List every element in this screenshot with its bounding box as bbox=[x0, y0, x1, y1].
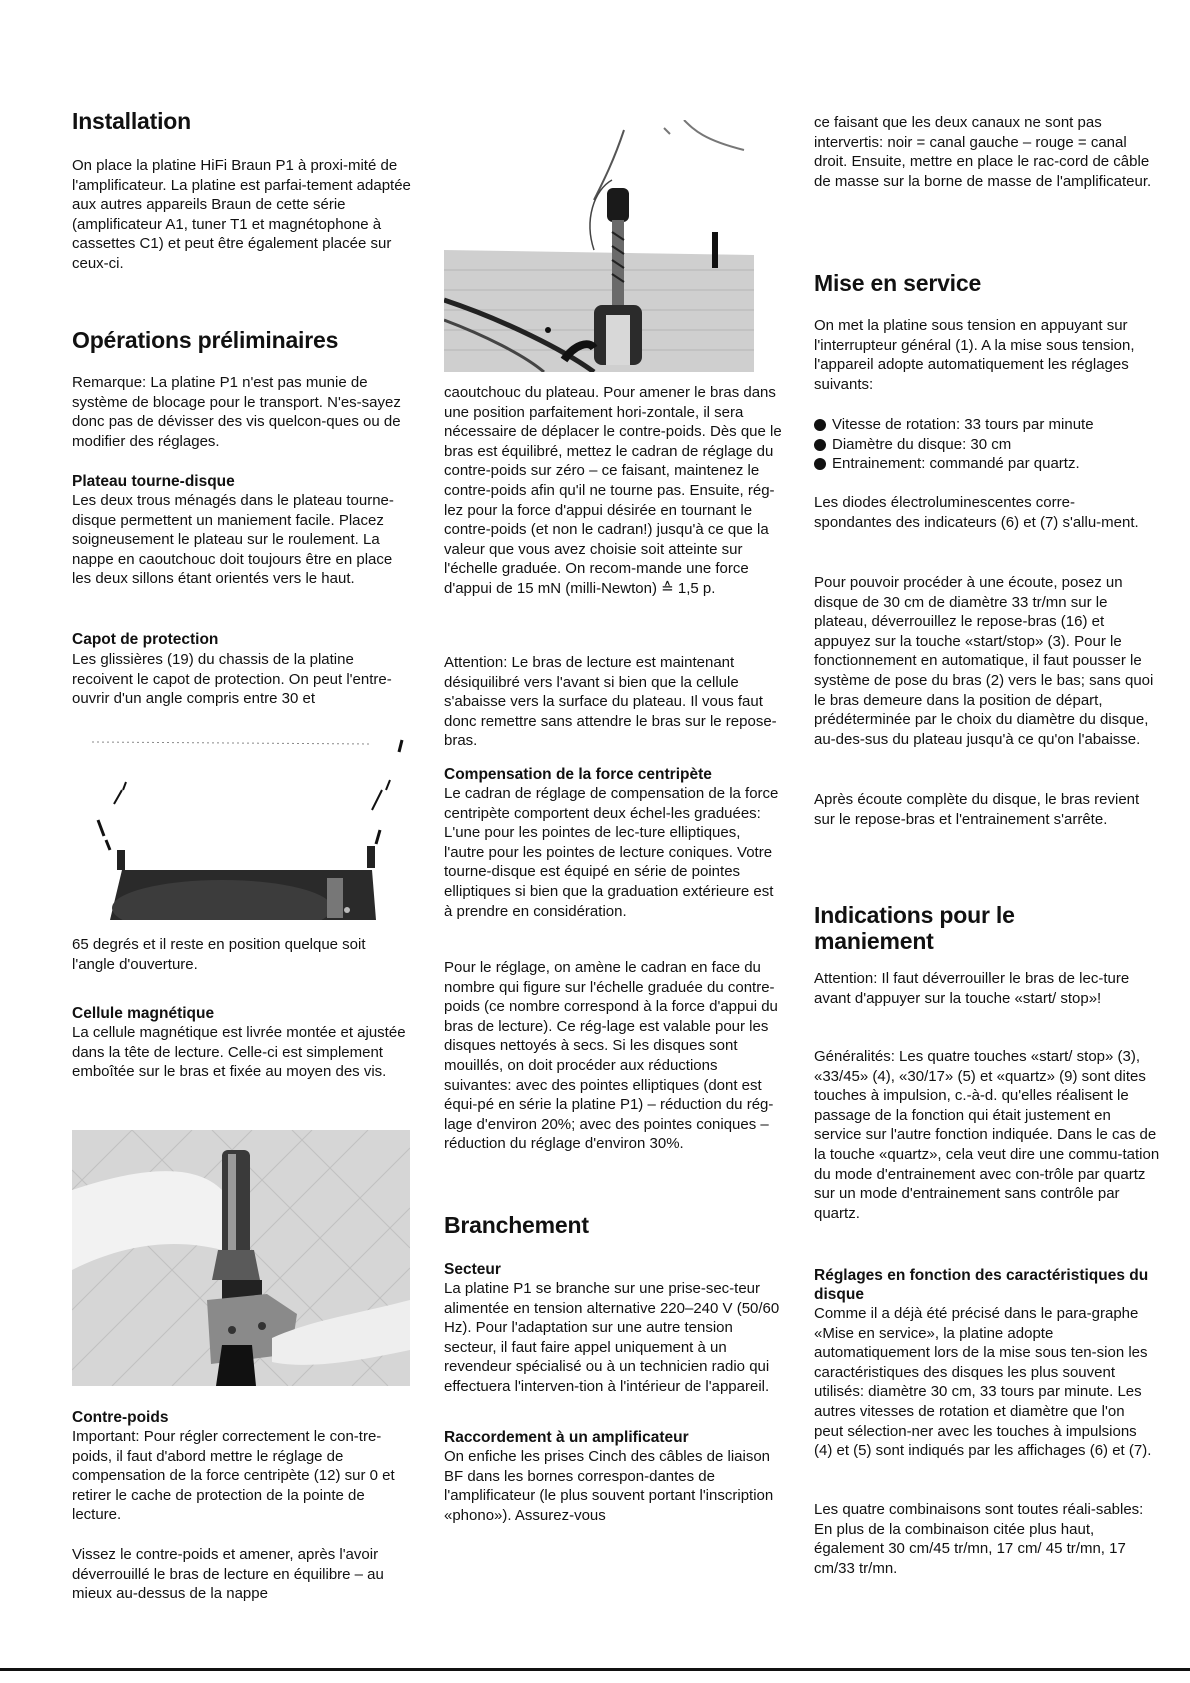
heading-operations: Opérations préliminaires bbox=[72, 327, 339, 353]
list-item: Diamètre du disque: 30 cm bbox=[814, 435, 1160, 455]
raccordement-text: On enfiche les prises Cinch des câbles de liaison BF dans les bornes correspon-dantes de l'amplificateur (le plus souvent portant l'inscription «phono»). Assurez-vous bbox=[444, 1448, 774, 1524]
installation-text: On place la platine HiFi Braun P1 à proxi-mité de l'amplificateur. La platine est parfai-tement adaptée aux autres appareils Braun de cette série (amplificateur A1, tuner T1 et magnétophone à cassettes C1) et peut être également placée sur ceux-ci. bbox=[72, 157, 411, 272]
heading-cellule: Cellule magnétique bbox=[72, 1005, 215, 1022]
dust-cover-illustration bbox=[72, 730, 412, 920]
list-item: Entrainement: commandé par quartz. bbox=[814, 454, 1160, 474]
cellule-text: La cellule magnétique est livrée montée et ajustée dans la tête de lecture. Celle-ci est simplement emboîtée sur le bras et fixée au moyen des vis. bbox=[72, 1024, 406, 1081]
heading-contrepoids: Contre-poids bbox=[72, 1409, 169, 1426]
heading-plateau: Plateau tourne-disque bbox=[72, 473, 235, 490]
heading-capot: Capot de protection bbox=[72, 631, 219, 648]
heading-secteur: Secteur bbox=[444, 1261, 501, 1278]
contrepoids-text-2: Vissez le contre-poids et amener, après l'avoir déverrouillé le bras de lecture en équilibre – au mieux au-dessus de la nappe bbox=[72, 1546, 384, 1603]
middle-text-2: Attention: Le bras de lecture est maintenant désiquilibré vers l'avant si bien que la cellule s'abaisse vers la surface du plateau. Il vous faut donc remettre sans attendre le bras sur le repose-bras. bbox=[444, 654, 777, 750]
mise-text-4: Après écoute complète du disque, le bras revient sur le repose-bras et l'entrainement s'arrête. bbox=[814, 791, 1140, 828]
compensation-text-2: Pour le réglage, on amène le cadran en face du nombre qui figure sur l'échelle graduée du contre-poids (ce nombre correspond à la force d'appui du bras de lecture). Ce rég-lage est valable pour les disques nettoyés à secs. Si les disques sont mouillés, on doit procéder aux réductions suivantes: avec des pointes elliptiques (dont est équi-pé en série la platine P1) – réduction du rég-lage d'environ 20%; avec des pointes coniques – réduction du réglage d'environ 30%. bbox=[444, 959, 778, 1153]
reglages-text: Comme il a déjà été précisé dans le para-graphe «Mise en service», la platine adopte automatiquement lors de la mise sous ten-sion les caractéristiques des disques les plus souvent utilisés: diamètre 30 cm, 33 tours par minute. Les autres vitesses de rotation et diamètre que l'on peut sélection-ner avec les touches à impulsions (4) et (5) sont indiqués par les affichages (6) et (7). bbox=[814, 1305, 1152, 1460]
heading-reglages: Réglages en fonction des caractéristiques du disque bbox=[814, 1267, 1149, 1303]
heading-branchement: Branchement bbox=[444, 1212, 589, 1238]
heading-raccordement: Raccordement à un amplificateur bbox=[444, 1429, 689, 1446]
mise-text: On met la platine sous tension en appuyant sur l'interrupteur général (1). A la mise sous tension, l'appareil adopte automatiquement les réglages suivants: bbox=[814, 317, 1135, 393]
plateau-text: Les deux trous ménagés dans le plateau tourne-disque permettent un maniement facile. Placez soigneusement le plateau sur le roulement. La nappe en caoutchouc doit toujours être en place les deux sillons étant orientés vers le haut. bbox=[72, 492, 394, 588]
page-bottom-rule bbox=[0, 1668, 1190, 1671]
list-item: Vitesse de rotation: 33 tours par minute bbox=[814, 415, 1160, 435]
indications-text-2: Généralités: Les quatre touches «start/ stop» (3), «33/45» (4), «30/17» (5) et «quartz» (9) sont dites touches à impulsion, c.-à-d. qu'elles réalisent le passage de la fonction qui était justement en service sur l'autre fonction indiquée. Dans le cas de la touche «quartz», cela veut dire une commu-tation du mode d'entrainement avec con-trôle par quartz sur un mode d'entrainement sans contrôle par quartz. bbox=[814, 1048, 1160, 1222]
contrepoids-text: Important: Pour régler correctement le con-tre-poids, il faut d'abord mettre le réglage de compensation de la force centripète (12) sur 0 et retirer le cache de protection de la pointe de lecture. bbox=[72, 1428, 395, 1524]
operations-text: Remarque: La platine P1 n'est pas munie de système de blocage pour le transport. N'es-sayez donc pas de dévisser des vis quelcon-ques ou de modifier des réglages. bbox=[72, 374, 401, 450]
cartridge-mounting-photo bbox=[72, 1130, 410, 1386]
heading-compensation: Compensation de la force centripète bbox=[444, 766, 712, 783]
right-text-0: ce faisant que les deux canaux ne sont pas intervertis: noir = canal gauche – rouge = canal droit. Ensuite, mettre en place le rac-cord de câble de masse sur la borne de masse de l'amplificateur. bbox=[814, 114, 1152, 190]
heading-indications: Indications pour le maniement bbox=[814, 902, 1015, 954]
default-settings-list bbox=[814, 415, 1160, 474]
capot-text: Les glissières (19) du chassis de la platine recoivent le capot de protection. On peut l'entre-ouvrir d'un angle compris entre 30 et bbox=[72, 651, 392, 708]
counterweight-photo bbox=[444, 120, 754, 372]
reglages-text-2: Les quatre combinaisons sont toutes réali-sables: En plus de la combinaison citée plus haut, également 30 cm/45 tr/mn, 17 cm/ 45 tr/mn, 17 cm/33 tr/mn. bbox=[814, 1501, 1144, 1577]
capot-text-continued: 65 degrés et il reste en position quelque soit l'angle d'ouverture. bbox=[72, 936, 366, 973]
secteur-text: La platine P1 se branche sur une prise-sec-teur alimentée en tension alternative 220–240 V (50/60 Hz). Pour l'adaptation sur une autre tension secteur, il faut faire appel uniquement à un revendeur spécialisé ou à un technicien radio qui effectuera l'interven-tion à l'intérieur de l'appareil. bbox=[444, 1280, 780, 1395]
heading-mise-en-service: Mise en service bbox=[814, 270, 982, 296]
compensation-text: Le cadran de réglage de compensation de la force centripète comportent deux échel-les graduées: L'une pour les pointes de lec-ture elliptiques, l'autre pour les pointes de lecture coniques. Votre tourne-disque est équipé en série de pointes elliptiques si bien que la graduation extérieure est à prendre en considération. bbox=[444, 785, 779, 920]
indications-text: Attention: Il faut déverrouiller le bras de lec-ture avant d'appuyer sur la touche «start/ stop»! bbox=[814, 970, 1130, 1007]
mise-text-2: Les diodes électroluminescentes corre-spondantes des indicateurs (6) et (7) s'allu-ment. bbox=[814, 494, 1139, 531]
heading-installation: Installation bbox=[72, 108, 192, 134]
middle-text-1: caoutchouc du plateau. Pour amener le bras dans une position parfaitement hori-zontale, il sera nécessaire de déplacer le contre-poids. Dès que le bras est équilibré, mettez le cadran de réglage du contre-poids sur zéro – ce faisant, maintenez le contre-poids afin qu'il ne tourne pas. Ensuite, rég-lez pour la force d'appui désirée en tournant le contre-poids (et non le cadran!) jusqu'à ce que la valeur que vous avez choisie soit atteinte sur l'échelle graduée. On recom-mande une force d'appui de 15 mN (milli-Newton) ≙ 1,5 p. bbox=[444, 384, 782, 597]
mise-text-3: Pour pouvoir procéder à une écoute, posez un disque de 30 cm de diamètre 33 tr/mn sur le plateau, déverrouillez le repose-bras (16) et appuyez sur la touche «start/stop» (3). Pour le fonctionnement en automatique, il faut pousser le système de pose du bras (2) vers le bas; sans quoi le bras demeure dans la position de départ, prédéterminée par le choix du diamètre du disque, au-des-sus du plateau jusqu'à ce qu'on l'abaisse. bbox=[814, 574, 1154, 748]
